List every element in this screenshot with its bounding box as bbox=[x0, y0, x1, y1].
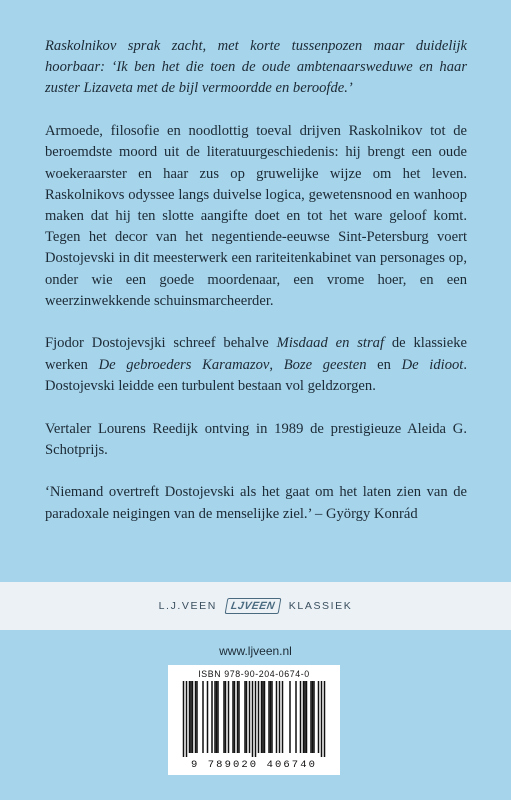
opening-quote: Raskolnikov sprak zacht, met korte tussenpozen maar duidelijk hoorbaar: ‘Ik ben het die toen de oude ambtenaarsweduwe en haar zuster Lizaveta met de bijl vermoordde en beroofde.’ bbox=[45, 38, 467, 97]
barcode-bar bbox=[228, 681, 230, 753]
barcode-bar bbox=[207, 681, 209, 753]
book-title-boze-geesten: Boze geesten bbox=[283, 356, 367, 373]
barcode-bar bbox=[306, 681, 308, 753]
back-cover-text bbox=[45, 36, 467, 546]
barcode-bar bbox=[195, 681, 197, 753]
barcode-bar bbox=[289, 681, 291, 753]
barcode-bar bbox=[271, 681, 273, 753]
barcode-bar bbox=[270, 681, 272, 753]
publisher-band bbox=[0, 582, 511, 630]
barcode-icon bbox=[174, 681, 334, 757]
barcode-bar bbox=[237, 681, 239, 753]
isbn-label: ISBN 978-90-204-0674-0 bbox=[198, 669, 310, 679]
barcode-bar bbox=[318, 681, 320, 753]
author-bio bbox=[45, 333, 467, 397]
book-title-karamazov: De gebroeders Karamazov bbox=[98, 356, 270, 373]
synopsis: Armoede, filosofie en noodlottig toeval drijven Raskolnikov tot de beroemdste moord uit de literatuurgeschiedenis: hij brengt een oude woekeraarster en haar zus op gruwelijke wijze om het leven. Raskolnikovs odyssee langs duivelse logica, gewetensnood en wanhoop maken dat hij ten slotte aangifte doet en tot het ware geloof komt. Tegen het decor van het negentiende-eeuwse Sint-Petersburg voert Dostojevski in dit meesterwerk een rariteitenkabinet van personages op, onder wie een goede moordenaar, een vrome hoer, en een weerzinwekkende schuinsmarcheerder. bbox=[45, 123, 467, 309]
barcode-bar bbox=[214, 681, 216, 753]
publisher-website: www.ljveen.nl bbox=[219, 644, 292, 658]
barcode-bar bbox=[244, 681, 246, 753]
barcode-bar bbox=[211, 681, 213, 753]
barcode-bar bbox=[190, 681, 192, 753]
barcode-bar bbox=[216, 681, 218, 753]
barcode-bar bbox=[183, 681, 185, 757]
series-name: KLASSIEK bbox=[288, 600, 353, 612]
barcode-bar bbox=[282, 681, 284, 753]
barcode-bar bbox=[300, 681, 302, 753]
barcode-bar bbox=[225, 681, 227, 753]
author-bio-text-1: Fjodor Dostojevsjki schreef behalve bbox=[45, 335, 277, 352]
barcode-bar bbox=[310, 681, 312, 753]
barcode-bar bbox=[192, 681, 194, 753]
book-title-idioot: De idioot bbox=[401, 356, 464, 373]
publisher-logo-icon: LJVEEN bbox=[225, 598, 282, 614]
barcode-bar bbox=[255, 681, 257, 757]
barcode-bar bbox=[223, 681, 225, 753]
barcode-bar bbox=[202, 681, 204, 753]
barcode-bar bbox=[252, 681, 254, 757]
barcode-box bbox=[168, 665, 340, 775]
author-bio-text-4: en bbox=[366, 356, 402, 373]
barcode-bar bbox=[268, 681, 270, 753]
barcode-bar bbox=[262, 681, 264, 753]
barcode-digits: 9 789020 406740 bbox=[190, 759, 317, 771]
barcode-bar bbox=[279, 681, 281, 753]
barcode-bar bbox=[313, 681, 315, 753]
barcode-bar bbox=[249, 681, 251, 753]
barcode-bar bbox=[196, 681, 198, 753]
translator-note: Vertaler Lourens Reedijk ontving in 1989 de prestigieuze Aleida G. Schotprijs. bbox=[45, 420, 467, 458]
barcode-bar bbox=[295, 681, 297, 753]
barcode-bar bbox=[217, 681, 219, 753]
author-bio-text-5: . Dostojevski leidde een turbulent bestaan vol geldzorgen. bbox=[45, 356, 467, 394]
barcode-bar bbox=[246, 681, 248, 753]
barcode-bar bbox=[276, 681, 278, 753]
barcode-bar bbox=[258, 681, 260, 753]
publisher-name: L.J.VEEN bbox=[158, 600, 217, 612]
barcode-bar bbox=[264, 681, 266, 753]
barcode-bar bbox=[234, 681, 236, 753]
barcode-bar bbox=[189, 681, 191, 753]
review-quote: ‘Niemand overtreft Dostojevski als het gaat om het laten zien van de paradoxale neigingen van de menselijke ziel.’ – György Konrád bbox=[45, 484, 467, 522]
barcode-bar bbox=[238, 681, 240, 753]
barcode-bar bbox=[312, 681, 314, 753]
barcode-bar bbox=[324, 681, 326, 757]
barcode-bar bbox=[304, 681, 306, 753]
barcode-bar bbox=[232, 681, 234, 753]
author-bio-text-3: , bbox=[269, 356, 284, 373]
barcode-bar bbox=[261, 681, 263, 753]
barcode-bar bbox=[186, 681, 188, 757]
barcode-bar bbox=[321, 681, 323, 757]
author-bio-text-2: de klassieke werken bbox=[45, 335, 467, 373]
barcode-bar bbox=[303, 681, 305, 753]
book-title-misdaad: Misdaad en straf bbox=[276, 335, 384, 352]
